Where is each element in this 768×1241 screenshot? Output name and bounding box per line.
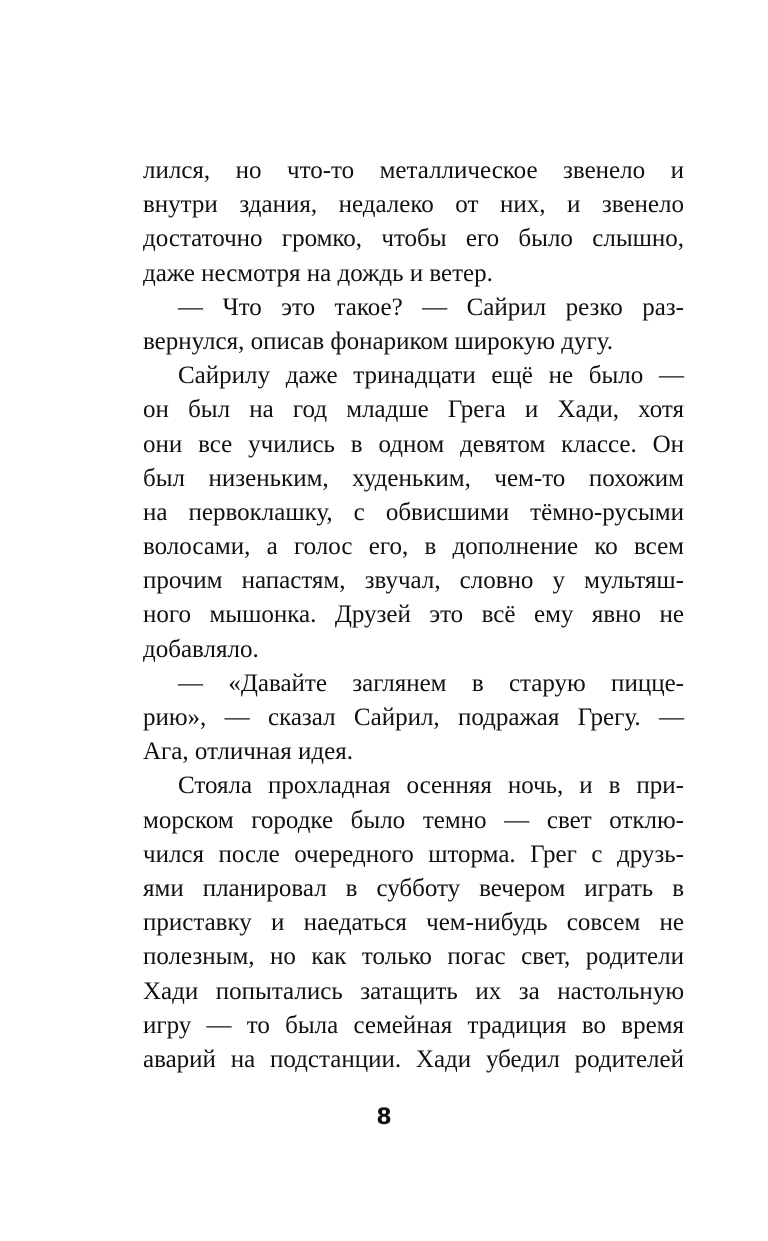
text-line: ного мышонка. Друзей это всё ему явно не [143,601,684,629]
text-line: он был на год младше Грега и Хади, хотя [143,396,684,424]
text-line: морском городке было темно — свет отклю- [143,806,684,834]
page-number: 8 [376,1105,392,1130]
text-line: достаточно громко, чтобы его было слышно, [143,225,684,253]
text-line: — «Давайте заглянем в старую пицце- [178,669,684,697]
text-line: Сайрилу даже тринадцати ещё не было — [178,362,684,390]
text-line: даже несмотря на дождь и ветер. [143,259,493,287]
text-line: аварий на подстанции. Хади убедил родителей [143,1045,684,1073]
text-line: — Что это такое? — Сайрил резко раз- [178,293,684,321]
text-line: на первоклашку, с обвисшими тёмно-русыми [143,498,684,526]
text-line: был низеньким, худеньким, чем-то похожим [143,464,684,492]
text-line: полезным, но как только погас свет, родители [143,943,684,971]
text-line: волосами, а голос его, в дополнение ко всем [143,533,684,561]
text-line: ями планировал в субботу вечером играть в [143,874,684,902]
text-line: прочим напастям, звучал, словно у мультяш- [143,567,684,595]
text-line: Стояла прохладная осенняя ночь, и в при- [178,772,684,800]
text-line: игру — то была семейная традиция во время [143,1011,684,1039]
text-line: Хади попытались затащить их за настольную [143,977,684,1005]
text-line: лился, но что-то металлическое звенело и [143,157,684,184]
text-line: приставку и наедаться чем-нибудь совсем не [143,909,684,937]
text-line: Ага, отличная идея. [143,738,353,766]
body-text [143,154,684,1077]
text-line: рию», — сказал Сайрил, подражая Грегу. — [143,704,684,731]
text-line: они все учились в одном девятом классе. Он [143,430,684,458]
text-line: вернулся, описав фонариком широкую дугу. [143,327,614,355]
text-line: внутри здания, недалеко от них, и звенело [143,191,684,219]
text-line: добавляло. [143,635,259,663]
text-line: чился после очередного шторма. Грег с друзь- [143,840,684,868]
